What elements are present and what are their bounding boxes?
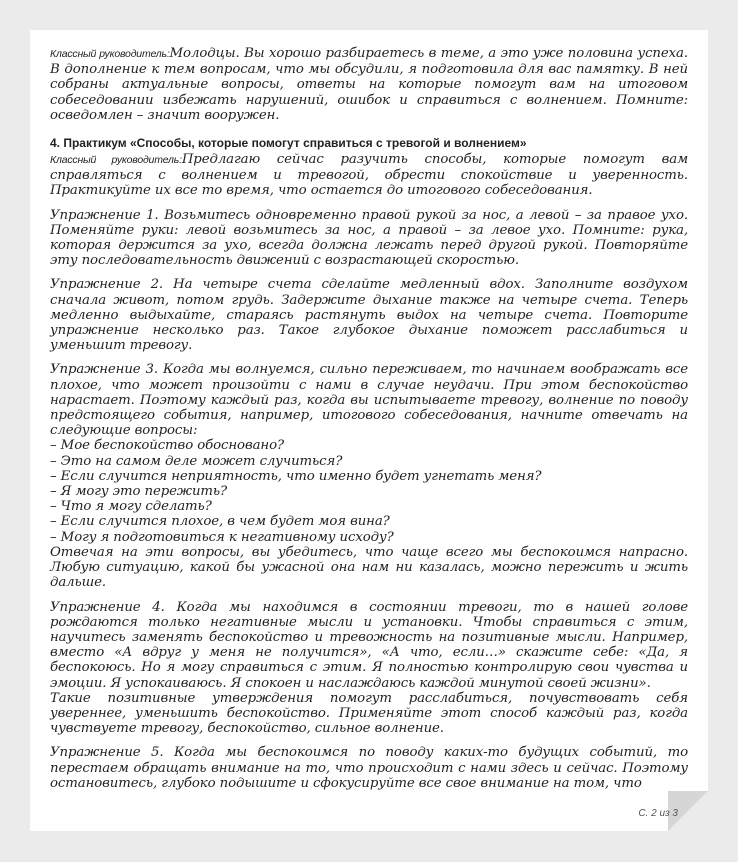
document-page: [30, 30, 708, 831]
section-intro-paragraph: [50, 152, 688, 199]
exercise-4-outro: Такие позитивные утверждения помогут расслабиться, почувствовать себя увереннее, уменьшить беспокойство. Применяйте этот способ каждый раз, когда чувствуете тревогу, беспокойство, сильное волнение.: [50, 690, 688, 737]
exercise-3-intro: Упражнение 3. Когда мы волнуемся, сильно переживаем, то начинаем воображать все плохое, что может произойти с нами в случае неудачи. При этом беспокойство нарастает. Поэтому каждый раз, когда вы испытываете тревогу, волнение по поводу предстоящего события, например, итогового собеседования, начните отвечать на следующие вопросы:: [50, 362, 688, 439]
exercise-4-text: Упражнение 4. Когда мы находимся в состоянии тревоги, то в нашей голове рождаются только негативные мысли и установки. Чтобы справиться с этим, научитесь заменять беспокойство и тревожность на позитивные мысли. Например, вместо «А вдруг у меня не получится», «А что, если…» скажите себе: «Да, я беспокоюсь. Но я могу справиться с этим. Я полностью контролирую свои чувства и эмоции. Я успокаиваюсь. Я спокоен и наслаждаюсь каждой минутой своей жизни».: [50, 599, 688, 691]
exercise-3: [50, 362, 688, 590]
question-item: – Могу я подготовиться к негативному исходу?: [50, 529, 394, 545]
question-item: – Мое беспокойство обосновано?: [50, 438, 285, 454]
exercise-2: Упражнение 2. На четыре счета сделайте медленный вдох. Заполните воздухом сначала живот, потом грудь. Задержите дыхание также на четыре счета. Теперь медленно выдыхайте, стараясь растянуть выдох на четыре счета. Повторите упражнение несколько раз. Такое глубокое дыхание поможет расслабиться и уменьшит тревогу.: [50, 277, 688, 354]
section-intro-text: Предлагаю сейчас разучить способы, которые помогут вам справляться с волнением и тревогой, обрести спокойствие и уверенность. Практикуйте их все то время, что остается до итогового собеседования.: [50, 152, 688, 199]
intro-text: Молодцы. Вы хорошо разбираетесь в теме, а это уже половина успеха. В дополнение к тем вопросам, что мы обсудили, я подготовила для вас памятку. В ней собраны актуальные вопросы, ответы на которые помогут вам на итоговом собеседовании избежать нарушений, ошибок и справиться с волнением. Помните: осведомлен – значит вооружен.: [50, 46, 688, 123]
intro-paragraph: [50, 46, 688, 123]
question-item: – Если случится плохое, в чем будет моя вина?: [50, 514, 390, 530]
question-item: – Что я могу сделать?: [50, 499, 212, 515]
speaker-label: Классный руководитель:: [50, 154, 182, 167]
exercise-4: [50, 600, 688, 737]
question-item: – Я могу это пережить?: [50, 484, 228, 500]
exercise-5: Упражнение 5. Когда мы беспокоимся по поводу каких-то будущих событий, то перестаем обращать внимание на то, что происходит с нами здесь и сейчас. Поэтому остановитесь, глубоко подышите и сфокусируйте все свое внимание на том, что: [50, 745, 688, 791]
section-heading: 4. Практикум «Способы, которые помогут справиться с тревогой и волнением»: [50, 136, 527, 151]
question-item: – Это на самом деле может случиться?: [50, 453, 343, 469]
speaker-label: Классный руководитель:: [50, 48, 170, 60]
question-item: – Если случится неприятность, что именно будет угнетать меня?: [50, 468, 542, 484]
exercise-1: Упражнение 1. Возьмитесь одновременно правой рукой за нос, а левой – за правое ухо. Поменяйте руки: левой возьмитесь за нос, а правой – за левое ухо. Помните: рука, которая держится за ухо, всегда должна лежать перед другой рукой. Повторяйте эту последовательность движений с возрастающей скоростью.: [50, 207, 688, 269]
page-number: С. 2 из 3: [638, 808, 678, 819]
exercise-3-outro: Отвечая на эти вопросы, вы убедитесь, что чаще всего мы беспокоимся напрасно. Любую ситуацию, какой бы ужасной она нам ни казалась, можно пережить и жить дальше.: [50, 544, 688, 591]
